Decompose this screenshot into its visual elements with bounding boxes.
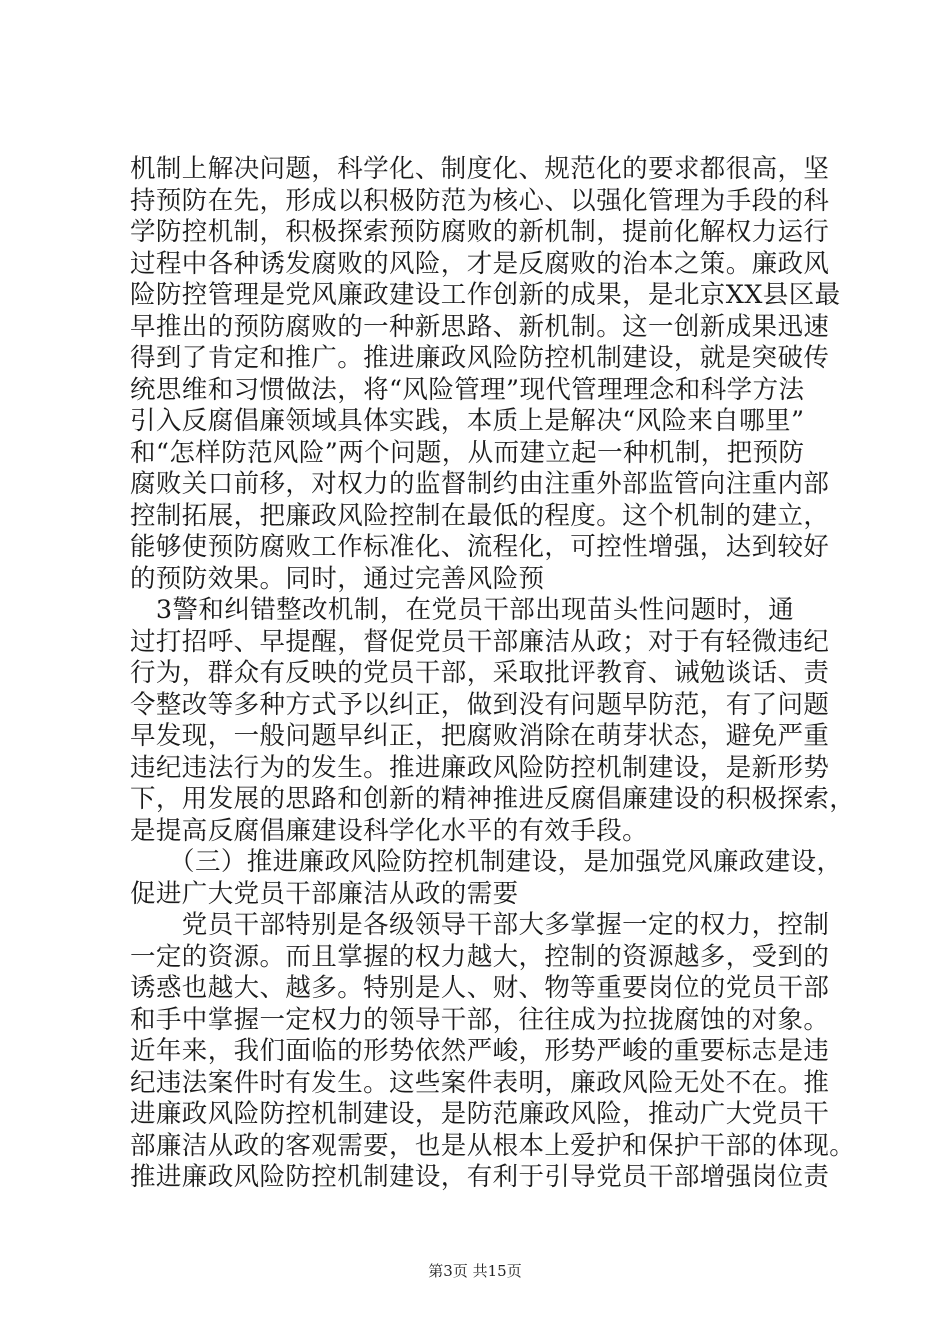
text-line: 推进廉政风险防控机制建设，有利于引导党员干部增强岗位责 xyxy=(130,1162,830,1192)
text-line: 过打招呼、早提醒，督促党员干部廉洁从政；对于有轻微违纪 xyxy=(130,626,830,657)
text-line: 能够使预防腐败工作标准化、流程化，可控性增强，达到较好 xyxy=(130,532,830,562)
text-line: 险防控管理是党风廉政建设工作创新的成果，是北京XX县区最 xyxy=(130,280,841,310)
text-line: 持预防在先，形成以积极防范为核心、以强化管理为手段的科 xyxy=(130,185,830,216)
text-line: 早推出的预防腐败的一种新思路、新机制。这一创新成果迅速 xyxy=(130,311,830,342)
text-line: 是提高反腐倡廉建设科学化水平的有效手段。 xyxy=(130,815,649,846)
text-line: 得到了肯定和推广。推进廉政风险防控机制建设，就是突破传 xyxy=(130,343,830,373)
document-body xyxy=(130,154,856,1194)
text-line: 机制上解决问题，科学化、制度化、规范化的要求都很高，坚 xyxy=(130,154,830,184)
text-line: 早发现，一般问题早纠正，把腐败消除在萌芽状态，避免严重 xyxy=(130,721,830,751)
text-line: 部廉洁从政的客观需要，也是从根本上爱护和保护干部的体现。 xyxy=(130,1130,856,1161)
text-line: 和“怎样防范风险”两个问题，从而建立起一种机制，把预防 xyxy=(130,437,805,468)
text-line: 促进广大党员干部廉洁从政的需要 xyxy=(130,878,519,909)
text-line: 令整改等多种方式予以纠正，做到没有问题早防范，有了问题 xyxy=(130,689,830,720)
text-line: 诱惑也越大、越多。特别是人、财、物等重要岗位的党员干部 xyxy=(130,973,830,1003)
text-line: （三）推进廉政风险防控机制建设，是加强党风廉政建设， xyxy=(130,847,843,877)
text-line: 党员干部特别是各级领导干部大多掌握一定的权力，控制 xyxy=(130,910,830,940)
text-line: 控制拓展，把廉政风险控制在最低的程度。这个机制的建立， xyxy=(130,500,830,531)
text-line: 引入反腐倡廉领域具体实践，本质上是解决“风险来自哪里” xyxy=(130,406,805,436)
text-line: 行为，群众有反映的党员干部，采取批评教育、诫勉谈话、责 xyxy=(130,658,830,688)
text-line: 近年来，我们面临的形势依然严峻，形势严峻的重要标志是违 xyxy=(130,1036,830,1066)
page-footer: 第3页 共15页 xyxy=(428,1262,522,1280)
text-line: 下，用发展的思路和创新的精神推进反腐倡廉建设的积极探索， xyxy=(130,784,856,814)
text-line: 进廉政风险防控机制建设，是防范廉政风险，推动广大党员干 xyxy=(130,1099,830,1129)
text-line: 3警和纠错整改机制，在党员干部出现苗头性问题时，通 xyxy=(130,595,795,625)
text-line: 的预防效果。同时，通过完善风险预 xyxy=(130,563,545,594)
text-line: 过程中各种诱发腐败的风险，才是反腐败的治本之策。廉政风 xyxy=(130,248,830,279)
text-line: 腐败关口前移，对权力的监督制约由注重外部监管向注重内部 xyxy=(130,469,830,499)
text-line: 纪违法案件时有发生。这些案件表明，廉政风险无处不在。推 xyxy=(130,1067,830,1098)
text-line: 和手中掌握一定权力的领导干部，往往成为拉拢腐蚀的对象。 xyxy=(130,1004,830,1035)
text-line: 统思维和习惯做法，将“风险管理”现代管理理念和科学方法 xyxy=(130,374,805,405)
text-line: 违纪违法行为的发生。推进廉政风险防控机制建设，是新形势 xyxy=(130,752,830,783)
text-line: 学防控机制，积极探索预防腐败的新机制，提前化解权力运行 xyxy=(130,217,830,247)
text-line: 一定的资源。而且掌握的权力越大，控制的资源越多，受到的 xyxy=(130,941,830,972)
